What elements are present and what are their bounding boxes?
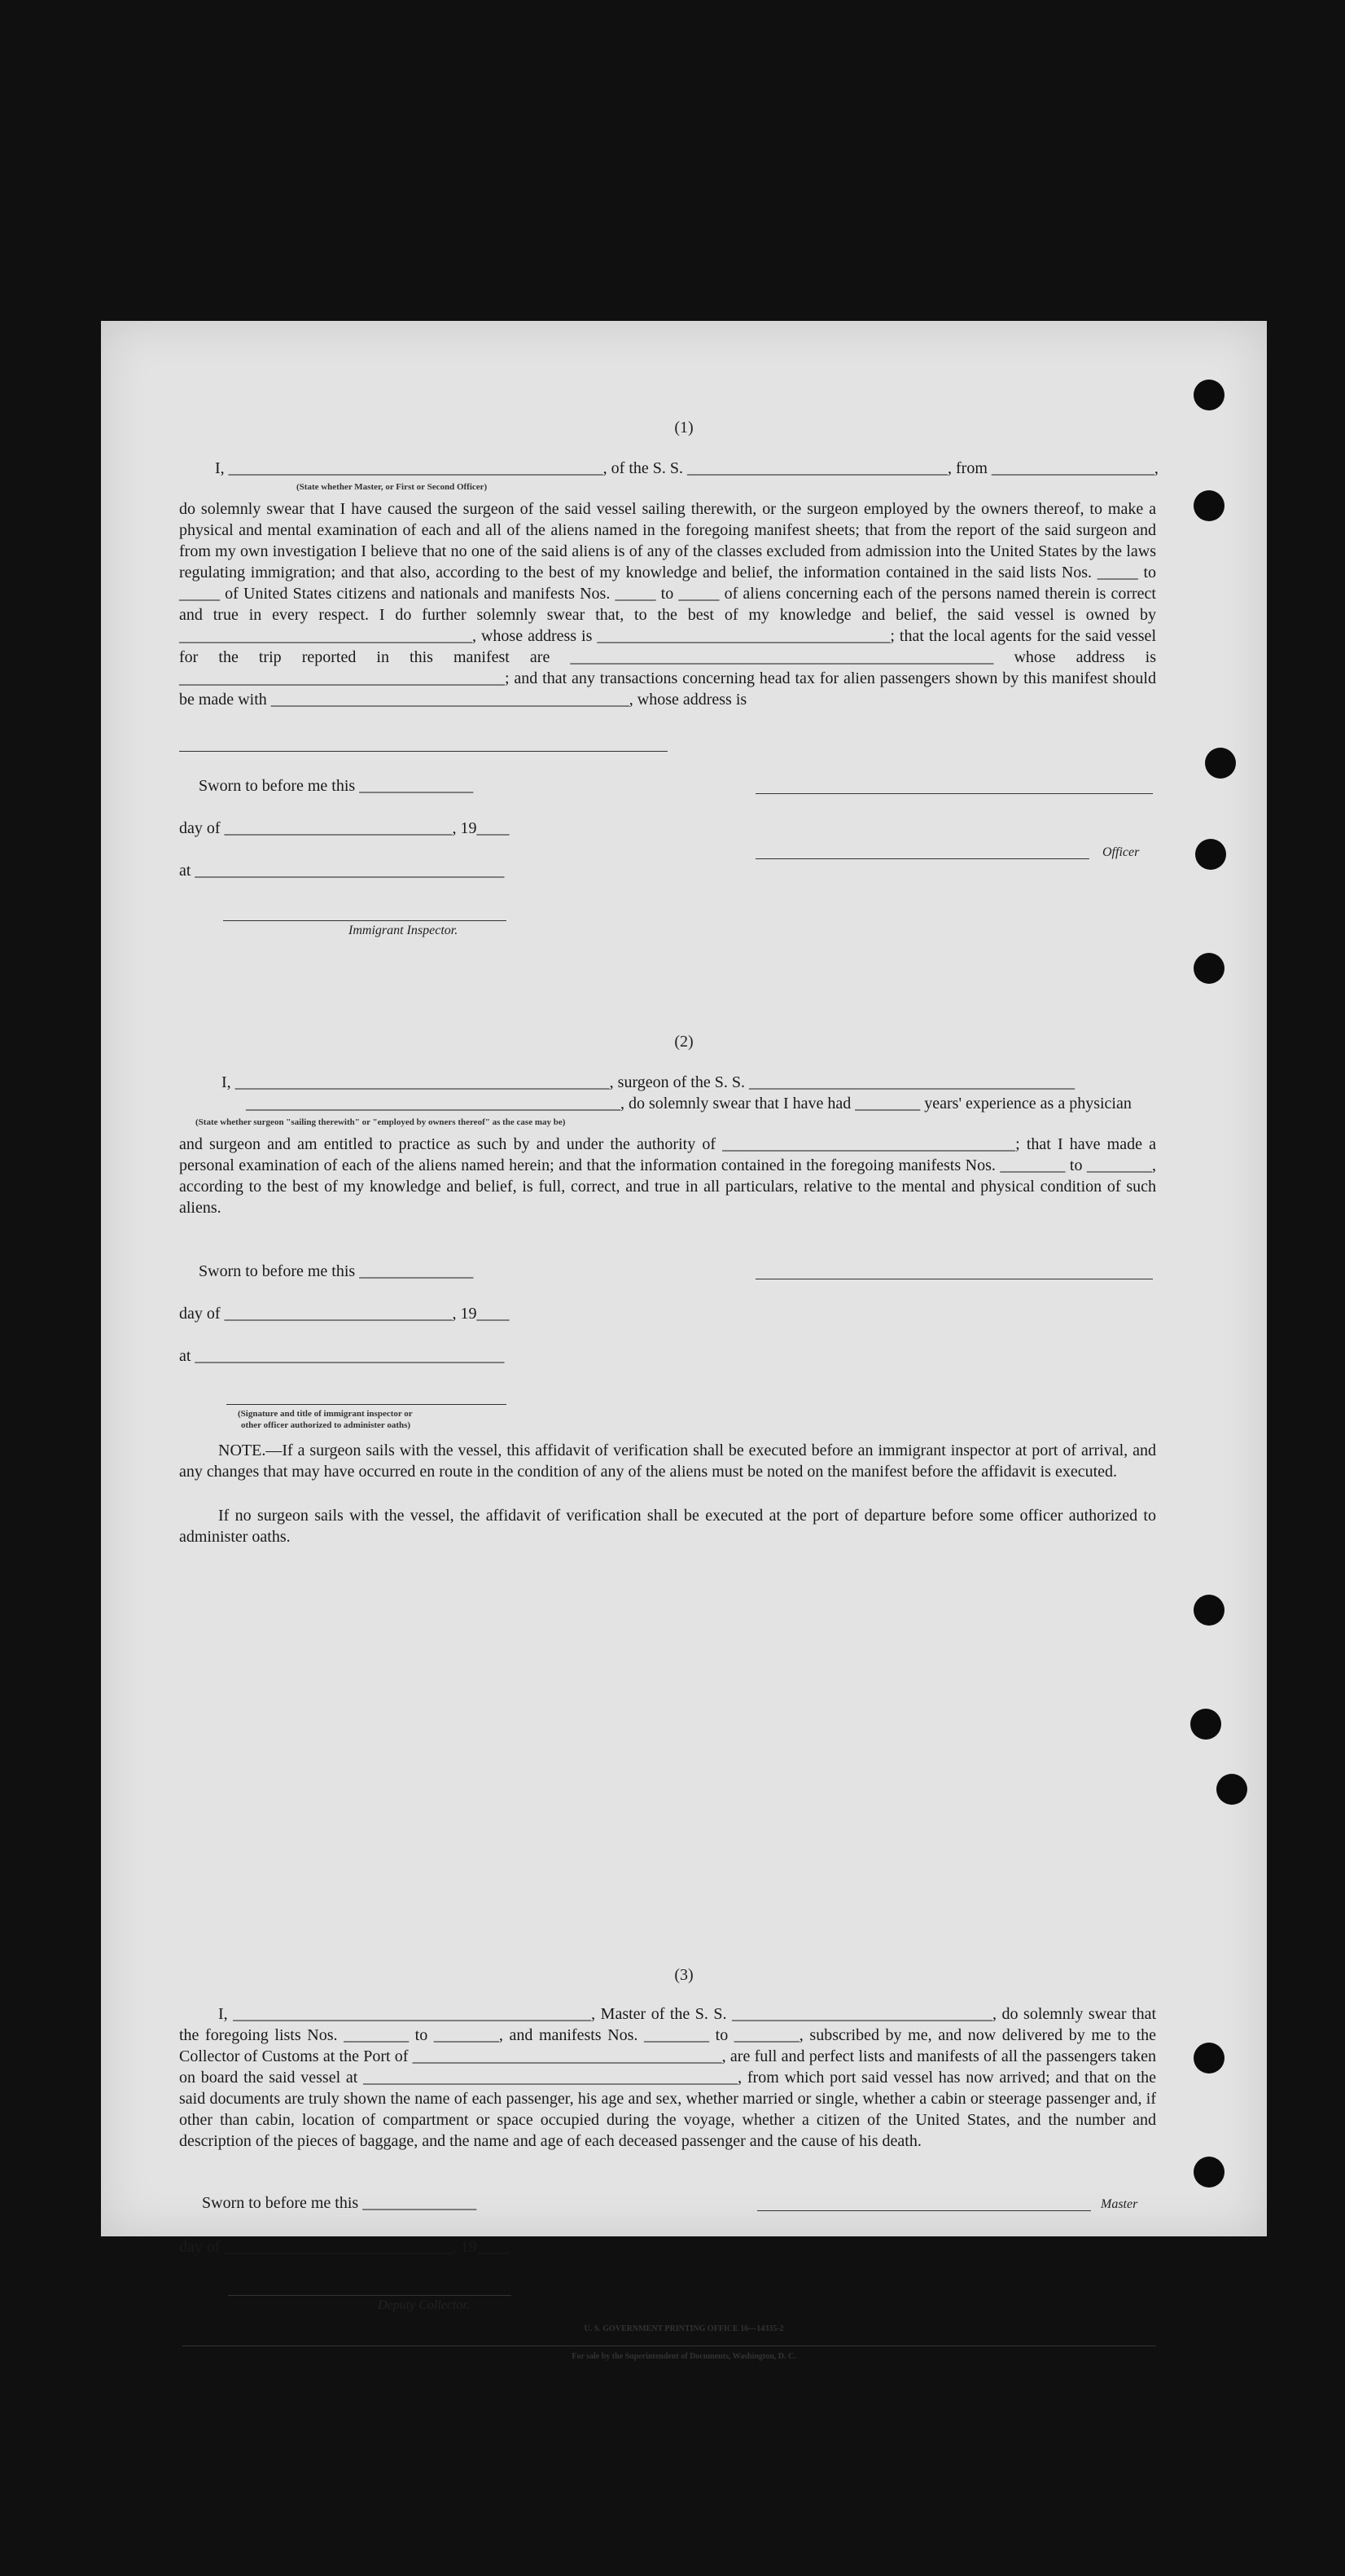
punch-hole	[1194, 953, 1225, 984]
blank-line	[179, 751, 668, 752]
section-1-at: at ______________________________________	[179, 862, 505, 880]
section-1-body: do solemnly swear that I have caused the surgeon of the said vessel sailing therewith, or the surgeon employed by the owners thereof, to make a physical and mental examination of each and all of the aliens named in the foregoing manifest sheets; that from the report of the said surgeon and from my own investigation I believe that no one of the said aliens is of any of the classes excluded from admission into the United States by the laws regulating immigration; and that also, according to the best of my knowledge and belief, the information contained in the said lists Nos. _____ to _____ of United States citizens and nationals and manifests Nos. _____ to _____ of aliens concerning each of the persons named therein is correct and true in every respect. I do further solemnly swear that, to the best of my knowledge and belief, the said vessel is owned by ____________________________________, whose address is ____________________________________; that the local agents for the said vessel for the trip reported in this manifest are ____________________________________________________ whose address is ________________________________________; and that any transactions concerning head tax for alien passengers shown by this manifest should be made with ____________________________________________, whose address is	[179, 500, 1156, 709]
section-1-officer: Officer	[1102, 845, 1140, 859]
punch-hole	[1194, 1595, 1225, 1626]
section-1-sworn: Sworn to before me this ______________	[199, 777, 474, 795]
signature-line	[756, 793, 1153, 794]
section-2-note-para2: If no surgeon sails with the vessel, the affidavit of verification shall be executed at the port of departure before some officer authorized to administer oaths.	[179, 1507, 1156, 1546]
sale-notice: For sale by the Superintendent of Documents, Washington, D. C.	[572, 2352, 796, 2361]
punch-hole	[1195, 839, 1226, 870]
section-3-body: I, ____________________________________________, Master of the S. S. ________________________________, do solemnly swear that the foregoing lists Nos. ________ to ________, and manifests Nos. ________ to ________, subscribed by me, and now delivered by me to the Collector of Customs at the Port of ______________________________________, are full and perfect lists and manifests of all the passengers taken on board the said vessel at ______________________________________________, from which port said vessel has now arrived; and that on the said documents are truly shown the name of each passenger, his age and sex, whether married or single, whether a cabin or steerage passenger and, if other than cabin, location of compartment or space occupied during the voyage, whether a citizen of the United States, and the number and description of the pieces of baggage, and the name and age of each deceased passenger and the cause of his death.	[179, 2005, 1156, 2150]
section-1-note: (State whether Master, or First or Second Officer)	[296, 482, 488, 492]
punch-hole	[1194, 2157, 1225, 2188]
section-2-sig-note-1: (Signature and title of immigrant inspector or	[238, 1409, 413, 1419]
section-1-opening: I, ______________________________________________, of the S. S. ________________________________, from ____________________,	[215, 459, 1159, 477]
section-2-note-para: NOTE.—If a surgeon sails with the vessel, this affidavit of verification shall be executed before an immigrant inspector at port of arrival, and any changes that may have occurred en route in the condition of any of the aliens must be noted on the manifest before the affidavit is executed.	[179, 1442, 1156, 1481]
section-3-number: (3)	[674, 1966, 694, 1984]
section-2-sig-note-2: other officer authorized to administer oaths)	[241, 1420, 411, 1430]
section-1-inspector: Immigrant Inspector.	[348, 924, 458, 937]
section-3-deputy: Deputy Collector.	[378, 2298, 470, 2312]
signature-line	[228, 2295, 511, 2296]
section-2-opening2: ______________________________________________, do solemnly swear that I have had ________ years' experience as a physician	[246, 1095, 1132, 1112]
section-3-sworn: Sworn to before me this ______________	[202, 2194, 477, 2212]
punch-hole	[1190, 1709, 1221, 1740]
signature-line	[756, 858, 1089, 859]
section-2-sworn: Sworn to before me this ______________	[199, 1262, 474, 1280]
section-2-day: day of ____________________________, 19____	[179, 1305, 510, 1323]
section-2-opening: I, ______________________________________________, surgeon of the S. S. ________________________________________	[221, 1073, 1075, 1091]
form-page	[101, 321, 1267, 2361]
punch-hole	[1216, 1774, 1247, 1805]
punch-hole	[1205, 748, 1236, 779]
section-2-at: at ______________________________________	[179, 1347, 505, 1365]
section-1-day: day of ____________________________, 19____	[179, 819, 510, 837]
gpo-imprint: U. S. GOVERNMENT PRINTING OFFICE 16—14335-2	[584, 2324, 784, 2333]
section-3-master: Master	[1101, 2197, 1138, 2211]
section-2-body: and surgeon and am entitled to practice as such by and under the authority of ____________________________________; that I have made a personal examination of each of the aliens named herein; and that the information contained in the foregoing manifests Nos. ________ to ________, according to the best of my knowledge and belief, is full, correct, and true in all particulars, relative to the mental and physical condition of such aliens.	[179, 1135, 1156, 1217]
signature-line	[226, 1404, 506, 1405]
section-3-day: day of ____________________________, 19____	[179, 2238, 510, 2256]
section-2-note: (State whether surgeon "sailing therewith" or "employed by owners thereof" as the case may be)	[195, 1117, 566, 1127]
punch-hole	[1194, 490, 1225, 521]
signature-line	[223, 920, 506, 921]
section-2-number: (2)	[674, 1033, 694, 1051]
section-1-number: (1)	[674, 419, 694, 437]
signature-line	[757, 2210, 1091, 2211]
punch-hole	[1194, 2043, 1225, 2074]
punch-hole	[1194, 380, 1225, 410]
